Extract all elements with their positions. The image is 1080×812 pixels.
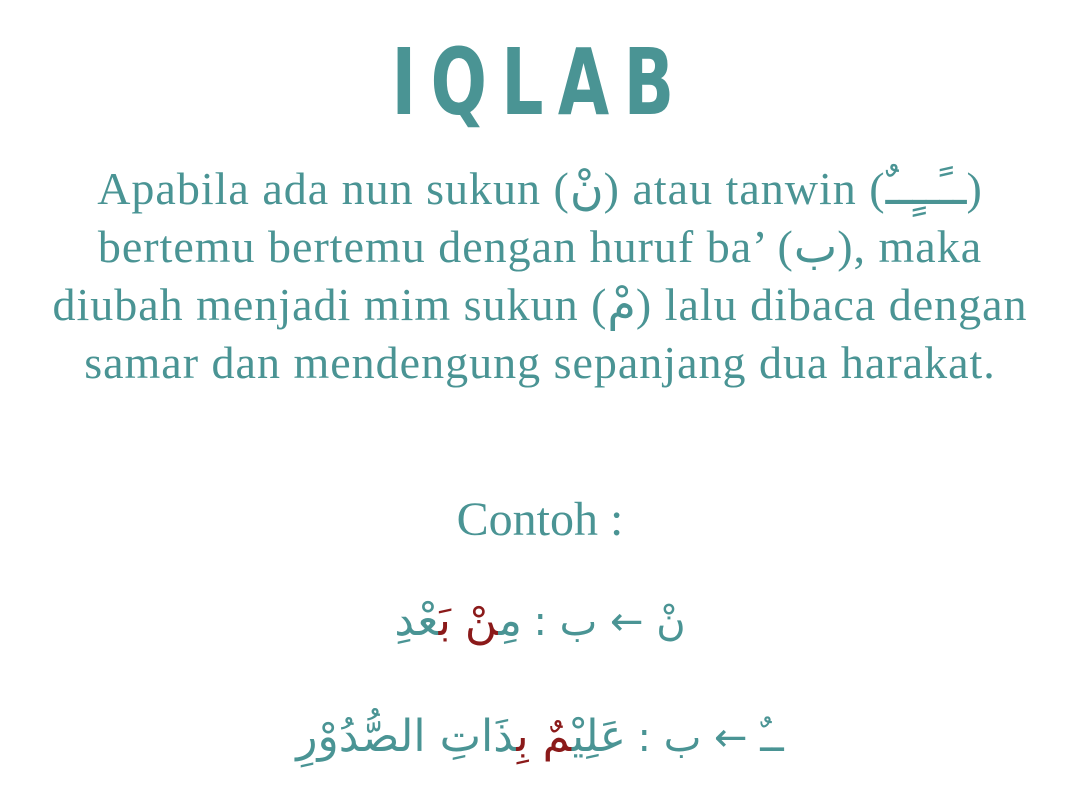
example-2-rule: : ــٌ ← ب: [637, 715, 784, 761]
description-paragraph: [20, 160, 1060, 392]
example-1-word: [394, 595, 522, 646]
description-line-4: samar dan mendengung sepanjang dua harakat.: [84, 337, 996, 388]
page-title: IQLAB: [391, 29, 689, 136]
example-2-word-end: ذَاتِ الصُّدُوْرِ: [296, 711, 517, 762]
example-2-word: [296, 711, 626, 762]
example-1: [0, 590, 1080, 652]
example-1-rule: : نْ ← ب: [533, 599, 686, 645]
example-2-word-start: عَلِيْ: [571, 711, 626, 762]
example-2-highlight: مٌ بِ: [516, 711, 572, 762]
description-line-3: diubah menjadi mim sukun (مْ) lalu dibaca dengan: [52, 279, 1028, 330]
description-line-1: Apabila ada nun sukun (نْ) atau tanwin (ــًــٍــٌ): [97, 163, 983, 214]
description-line-2: bertemu bertemu dengan huruf ba’ (ب), maka: [97, 221, 983, 272]
example-1-highlight: نْ بَ: [438, 595, 499, 646]
example-1-word-end: عْدِ: [394, 595, 439, 646]
example-2: [0, 706, 1080, 768]
contoh-label: Contoh :: [456, 493, 624, 546]
example-1-word-start: مِ: [498, 595, 522, 646]
